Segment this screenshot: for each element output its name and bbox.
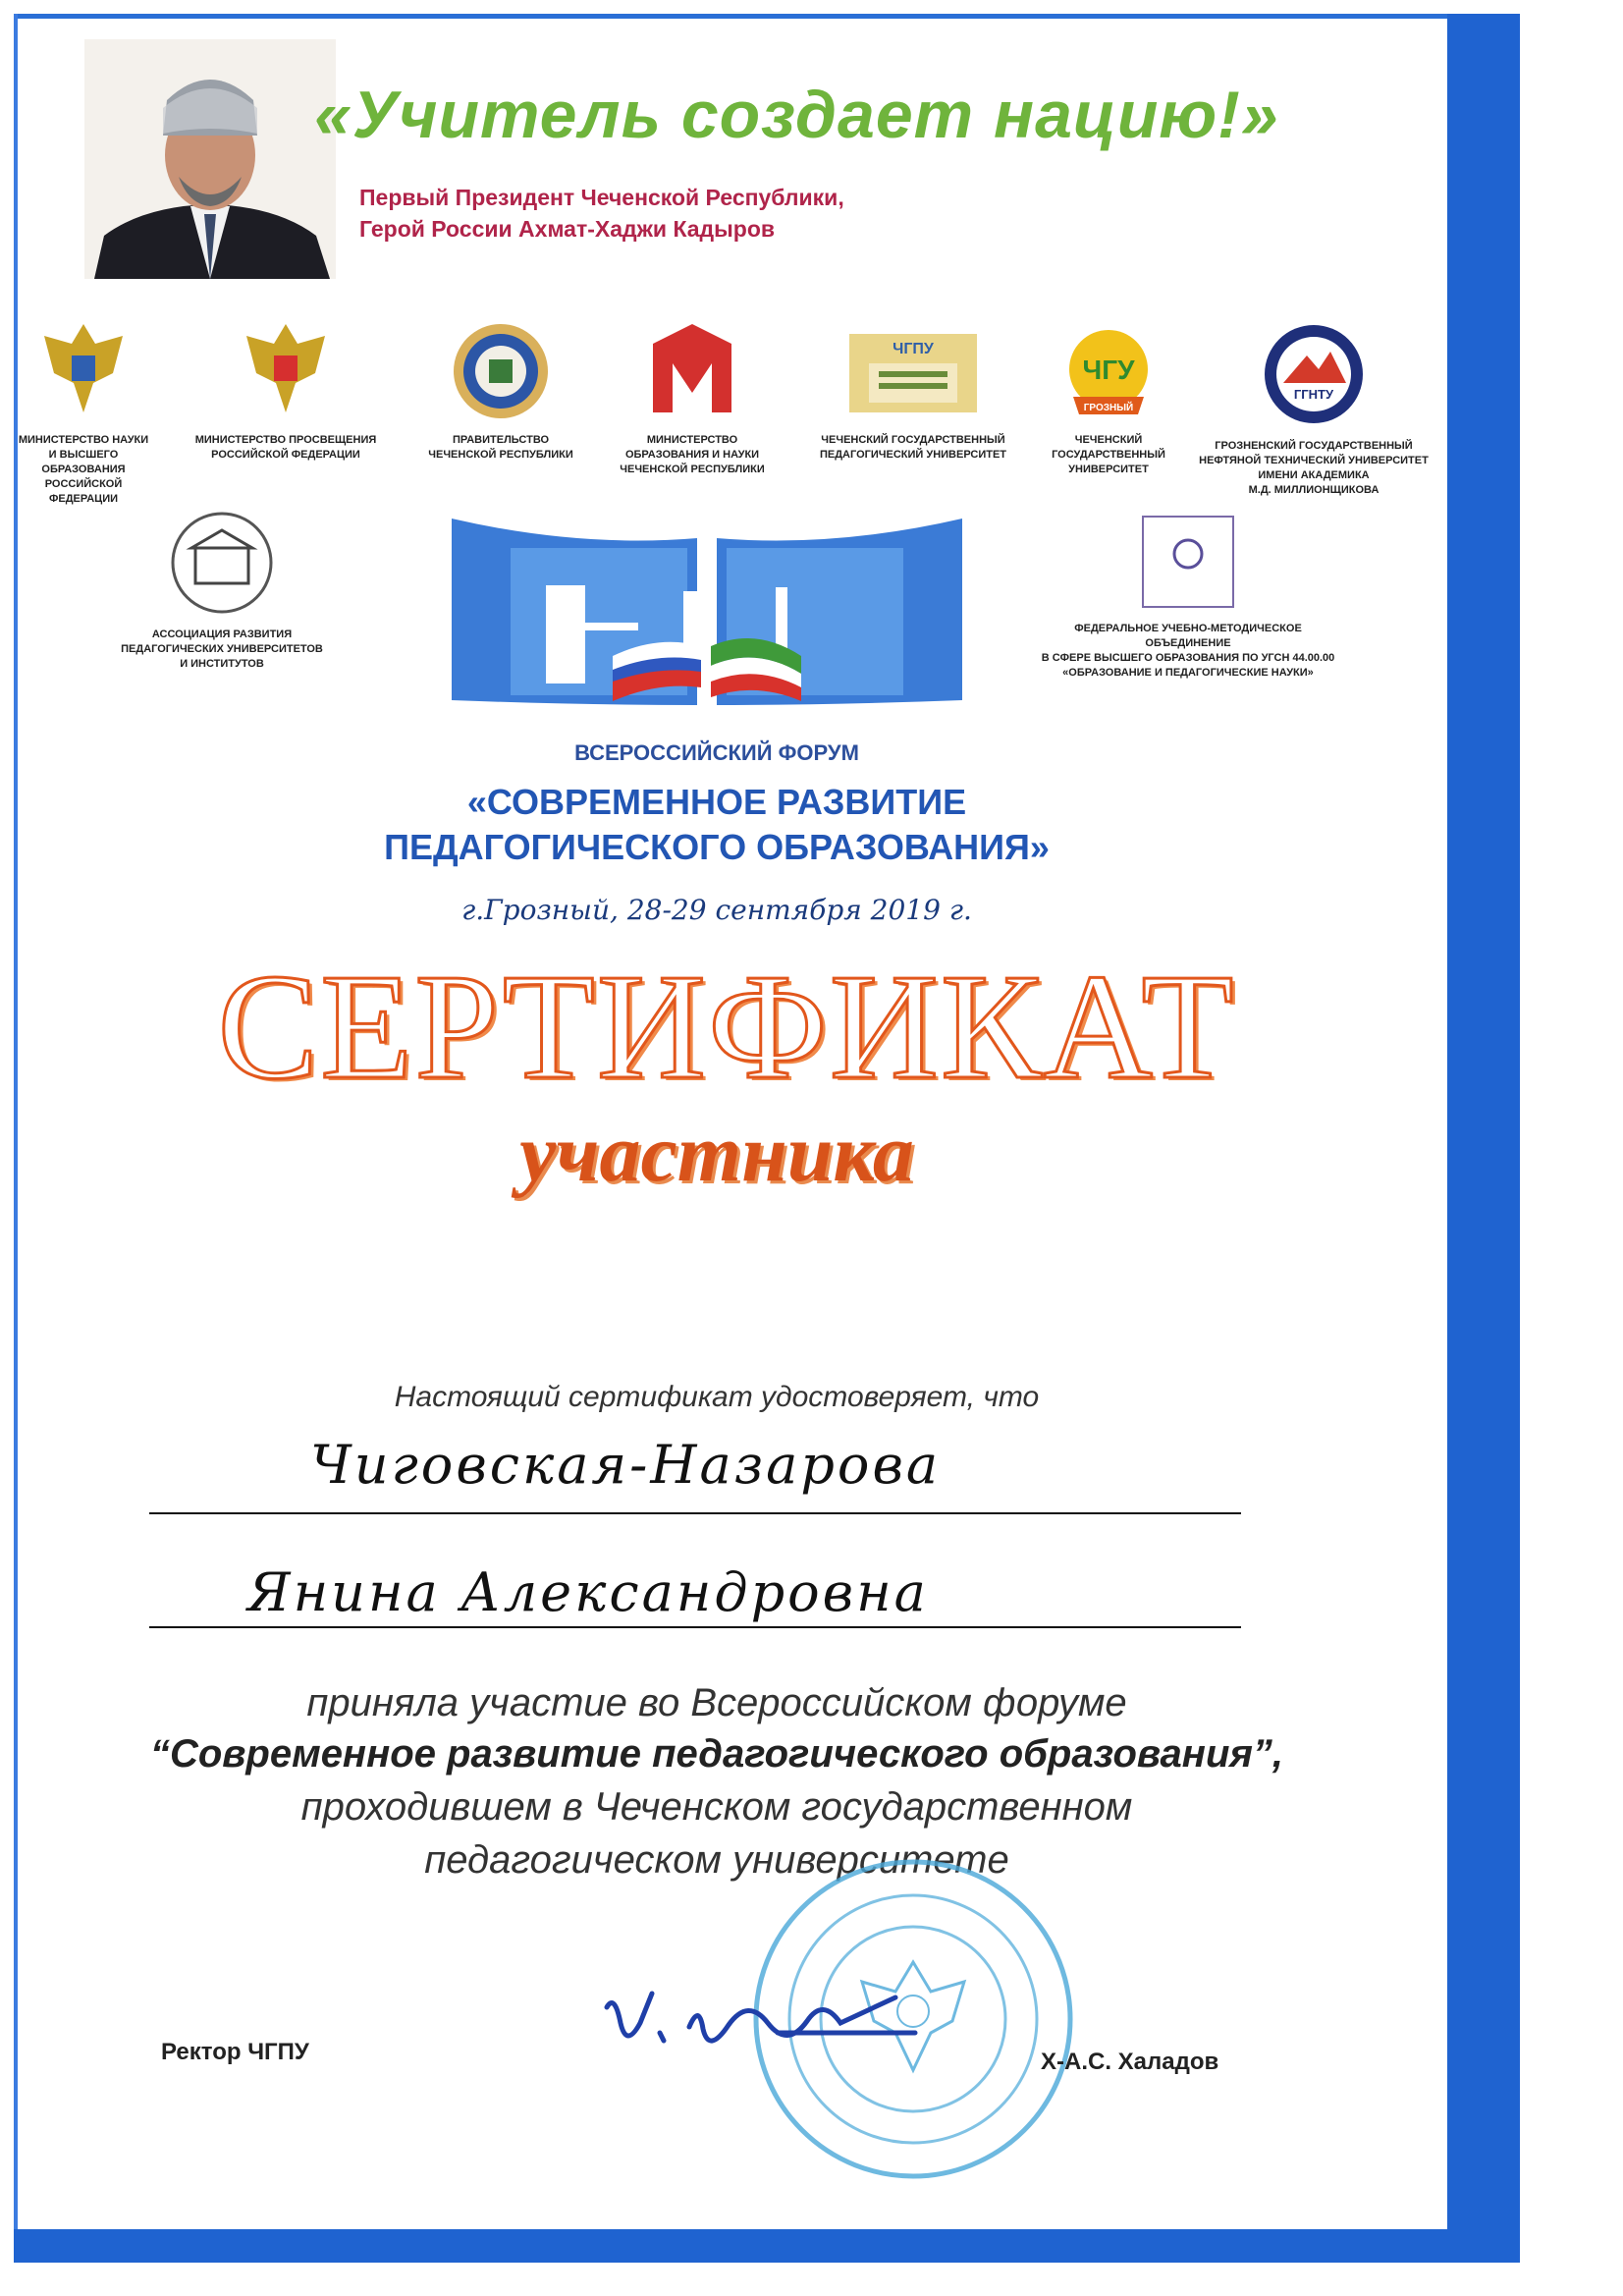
logo-caption: ФЕДЕРАЛЬНОЕ УЧЕБНО-МЕТОДИЧЕСКОЕ ОБЪЕДИНЕНИЕ В СФЕРЕ ВЫСШЕГО ОБРАЗОВАНИЯ ПО УГСН 44.00.00 «ОБРАЗОВАНИЕ И ПЕДАГОГИЧЕСКИЕ НАУКИ» [1041, 623, 1335, 679]
chgpu-mark: ЧГПУ [893, 341, 934, 357]
body-line-2: “Современное развитие педагогического образования”, [149, 1732, 1284, 1776]
logo-minprosvet [183, 314, 389, 463]
name-underline-2 [149, 1626, 1241, 1628]
rector-signature [601, 1964, 925, 2082]
fumo-emblem-icon [1139, 513, 1237, 611]
logo-caption: МИНИСТЕРСТВО ОБРАЗОВАНИЯ И НАУКИ ЧЕЧЕНСКОЙ РЕСПУБЛИКИ [620, 434, 765, 475]
frame-bottom [14, 2229, 1520, 2263]
forum-book-logo [452, 509, 962, 715]
logo-chgu [1035, 324, 1182, 477]
logo-caption: ЧЕЧЕНСКИЙ ГОСУДАРСТВЕННЫЙ ПЕДАГОГИЧЕСКИЙ УНИВЕРСИТЕТ [819, 434, 1007, 461]
logo-caption: ЧЕЧЕНСКИЙ ГОСУДАРСТВЕННЫЙ УНИВЕРСИТЕТ [1052, 434, 1165, 475]
certificate-intro: Настоящий сертификат удостоверяет, что [394, 1381, 1040, 1413]
university-building-icon [839, 324, 987, 422]
header-quote: «Учитель создает нацию!» [314, 78, 1279, 152]
chgu-mark: ЧГУ [1082, 355, 1135, 385]
logo-caption: АССОЦИАЦИЯ РАЗВИТИЯ ПЕДАГОГИЧЕСКИХ УНИВЕРСИТЕТОВ И ИНСТИТУТОВ [121, 629, 323, 670]
logo-minobrnauki [10, 314, 157, 507]
logo-caption: ГРОЗНЕНСКИЙ ГОСУДАРСТВЕННЫЙ НЕФТЯНОЙ ТЕХНИЧЕСКИЙ УНИВЕРСИТЕТ ИМЕНИ АКАДЕМИКА М.Д. МИЛЛИОНЩИКОВА [1199, 440, 1429, 496]
m-letter-logo-icon [643, 324, 741, 422]
logo-minobr-chr [609, 324, 776, 477]
certificate-title: СЕРТИФИКАТ [217, 944, 1236, 1111]
chgu-emblem-icon [1059, 324, 1158, 422]
body-line-1: приняла участие во Всероссийском форуме [306, 1681, 1127, 1724]
ggntu-mark: ГГНТУ [1293, 387, 1334, 402]
quote-author-line1: Первый Президент Чеченской Республики, [359, 185, 844, 210]
association-seal-icon [168, 509, 276, 617]
name-underline-1 [149, 1512, 1241, 1514]
forum-title-line2: ПЕДАГОГИЧЕСКОГО ОБРАЗОВАНИЯ» [384, 827, 1050, 867]
rector-name: Х-А.С. Халадов [1041, 2049, 1219, 2075]
logo-caption: МИНИСТЕРСТВО ПРОСВЕЩЕНИЯ РОССИЙСКОЙ ФЕДЕРАЦИИ [194, 434, 377, 461]
forum-title-line1: «СОВРЕМЕННОЕ РАЗВИТИЕ [466, 782, 967, 822]
logo-fumo [1031, 513, 1345, 681]
round-seal-icon [450, 320, 552, 422]
logo-association [104, 509, 340, 672]
recipient-surname: Чиговская-Назарова [310, 1434, 942, 1496]
body-line-3: проходившем в Чеченском государственном [300, 1785, 1133, 1829]
logo-ggntu [1196, 320, 1432, 498]
rector-position: Ректор ЧГПУ [161, 2039, 309, 2065]
portrait-photo [84, 39, 336, 279]
forum-label: ВСЕРОССИЙСКИЙ ФОРУМ [574, 740, 859, 765]
forum-date: г.Грозный, 28-29 сентября 2019 г. [461, 894, 972, 926]
logo-chgpu [815, 324, 1011, 463]
eagle-emblem-icon [34, 314, 133, 422]
logo-caption: МИНИСТЕРСТВО НАУКИ И ВЫСШЕГО ОБРАЗОВАНИЯ РОССИЙСКОЙ ФЕДЕРАЦИИ [18, 434, 149, 505]
frame-right [1447, 14, 1520, 2255]
eagle-emblem-icon [237, 314, 335, 422]
certificate-subtitle: участника [519, 1108, 914, 1199]
body-line-4: педагогическом университете [424, 1838, 1009, 1882]
logo-government-chr [412, 320, 589, 463]
logo-caption: ПРАВИТЕЛЬСТВО ЧЕЧЕНСКОЙ РЕСПУБЛИКИ [428, 434, 573, 461]
recipient-given-names: Янина Александровна [247, 1561, 929, 1623]
chgu-mark2: ГРОЗНЫЙ [1083, 403, 1134, 413]
ggntu-emblem-icon [1260, 320, 1368, 428]
quote-author-line2: Герой России Ахмат-Хаджи Кадыров [359, 216, 776, 242]
